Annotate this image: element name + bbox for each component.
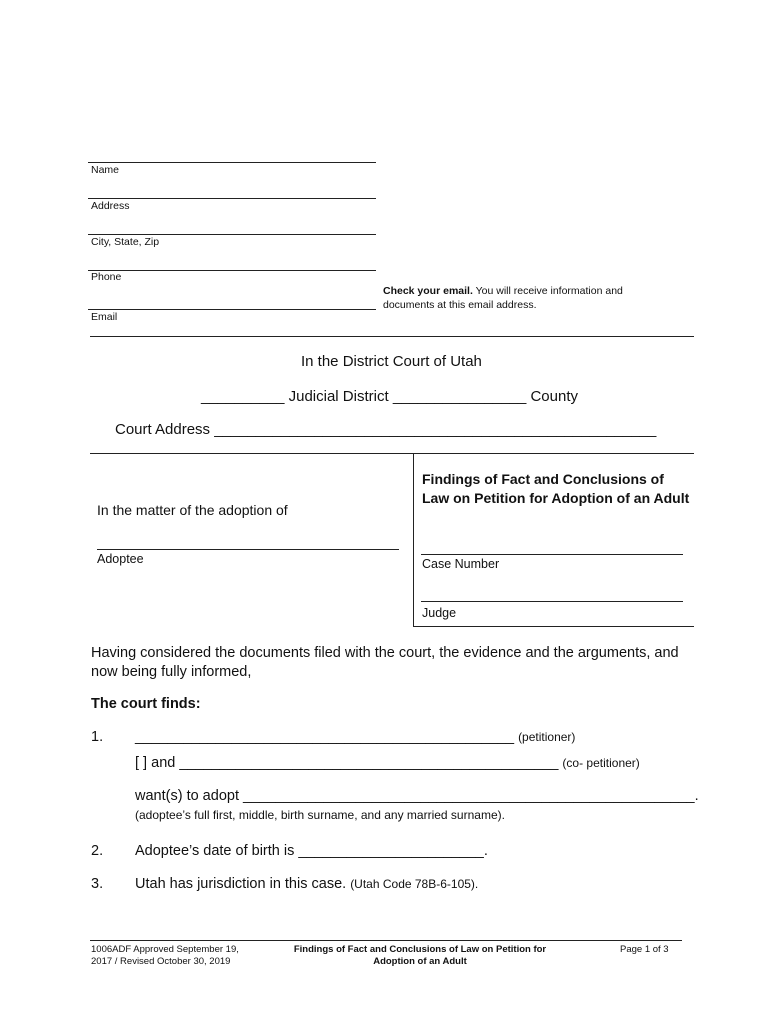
want-to-adopt-text: want(s) to adopt [135,788,239,804]
item1-period: . [694,788,699,804]
matter-text: In the matter of the adoption of [97,502,288,518]
footer-title [280,944,560,968]
jurisdiction-cite: (Utah Code 78B-6-105). [350,877,479,891]
petitioner-blank[interactable]: _______________________________________________ [135,729,515,745]
court-address-label: Court Address [115,421,211,438]
item3-row [135,876,478,892]
item2-period: . [483,843,488,859]
form-id-line1: 1006ADF Approved September 19, [91,944,239,955]
caption-bottom-line [413,626,694,627]
court-finds-heading: The court finds: [91,696,201,712]
city-line [88,234,376,235]
phone-line [88,270,376,271]
county-blank[interactable]: ________________ [392,388,527,405]
item1-row2 [135,755,640,771]
judge-label: Judge [422,606,457,620]
dob-blank[interactable]: _______________________ [298,843,484,859]
co-petitioner-blank[interactable]: _______________________________________________ [179,755,559,771]
address-label: Address [91,200,130,212]
item1-row3 [135,788,699,804]
court-address-row [115,421,656,438]
district-row [201,388,578,405]
court-address-blank[interactable]: _____________________________________________________ [214,421,657,438]
item1-number: 1. [91,729,104,745]
court-title: In the District Court of Utah [301,353,482,370]
co-petitioner-checkbox[interactable]: [ ] [135,755,148,771]
item1-row1 [135,729,575,745]
footer-title-line1: Findings of Fact and Conclusions of Law on Petition for [293,944,547,955]
footer-divider [90,940,682,941]
case-number-label: Case Number [422,557,500,571]
jurisdiction-text: Utah has jurisdiction in this case. [135,876,347,892]
doc-title: Findings of Fact and Conclusions of Law on Petition for Adoption of an Adult [422,471,690,506]
check-email-bold: Check your email. [383,285,473,297]
form-id-line2: 2017 / Revised October 30, 2019 [91,956,231,967]
adoptee-name-note: (adoptee’s full first, middle, birth surname, and any married surname). [135,808,505,822]
item2-number: 2. [91,843,104,859]
email-line [88,309,376,310]
caption-top-line [90,453,694,454]
district-blank[interactable]: __________ [201,388,285,405]
judge-line[interactable] [421,601,683,602]
dob-text: Adoptee’s date of birth is [135,843,295,859]
adoptee-name-blank[interactable]: ________________________________________________________ [243,788,695,804]
caption-vertical-divider [413,453,414,626]
item2-row [135,843,488,859]
and-text: and [151,755,176,771]
page-number: Page 1 of 3 [620,944,669,955]
petitioner-label: (petitioner) [518,730,576,744]
county-label: County [530,388,578,405]
check-email-rest: You will receive information and [472,285,623,297]
city-label: City, State, Zip [91,236,160,248]
name-line [88,162,376,163]
phone-label: Phone [91,271,122,283]
adoptee-label: Adoptee [97,552,144,566]
address-line [88,198,376,199]
email-label: Email [91,311,118,323]
adoptee-line[interactable] [97,549,399,550]
case-number-line[interactable] [421,554,683,555]
district-label: Judicial District [288,388,389,405]
header-divider [90,336,694,337]
footer-title-line2: Adoption of an Adult [373,956,467,967]
check-email-line2: documents at this email address. [383,299,537,311]
co-petitioner-label: (co- petitioner) [562,756,640,770]
intro-paragraph: Having considered the documents filed with the court, the evidence and the arguments, and now being fully informed, [91,645,679,680]
name-label: Name [91,164,120,176]
check-email-note [383,284,683,312]
form-id [91,944,239,968]
item3-number: 3. [91,876,104,892]
